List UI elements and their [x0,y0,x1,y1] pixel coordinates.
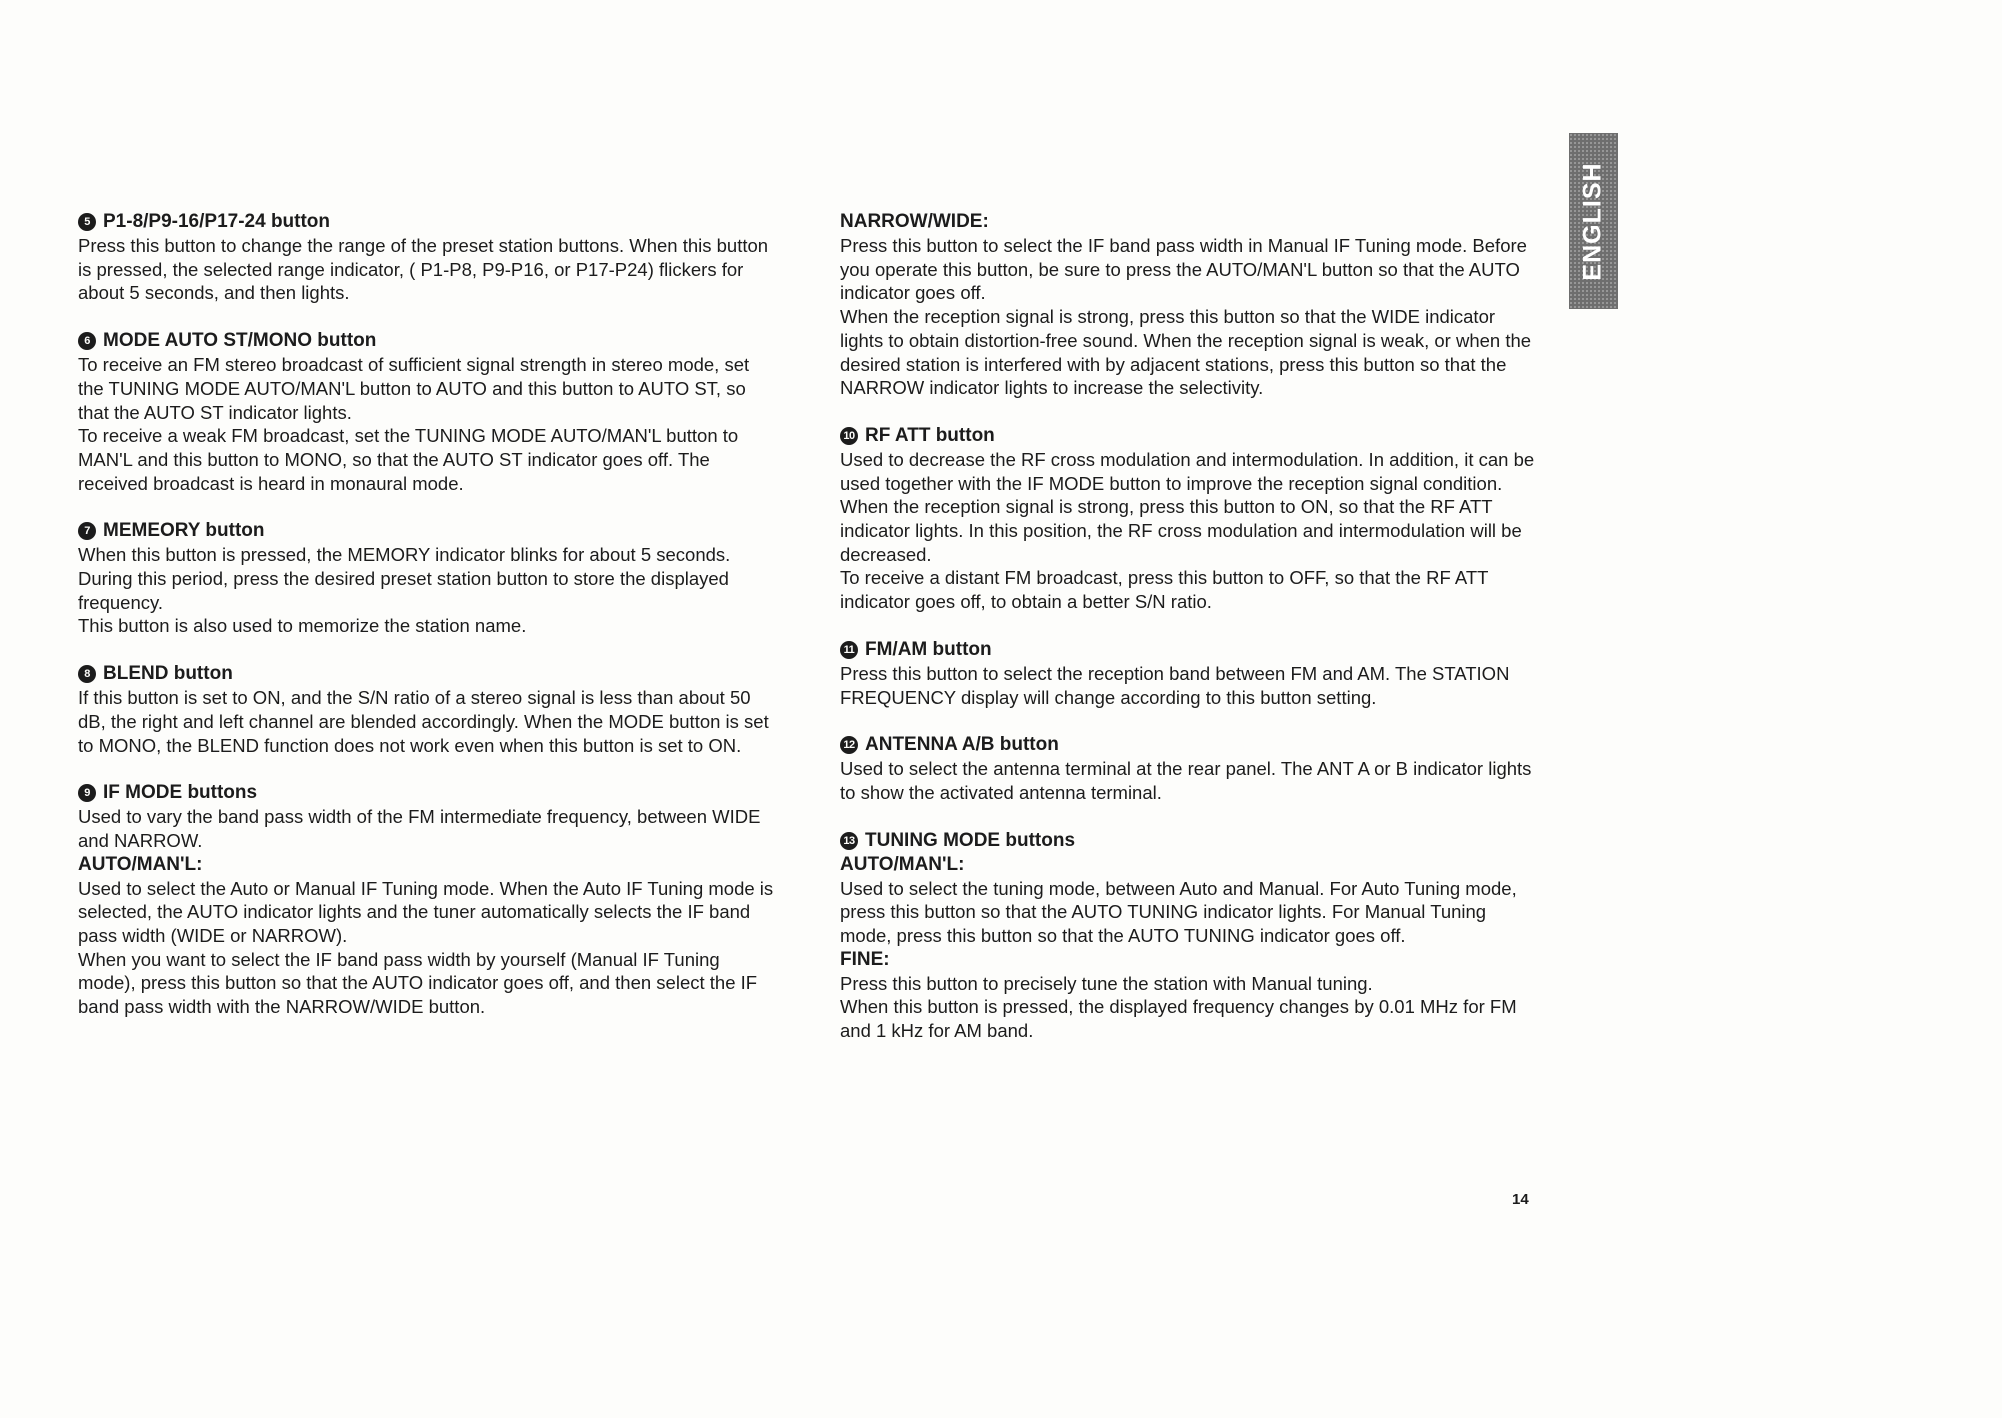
paragraph: If this button is set to ON, and the S/N ratio of a stereo signal is less than about 50 dB, the right and left channel are blended accordingly. When the MODE button is set to MONO, the BLEND function does not work even when this button is set to ON. [78,687,769,756]
section-heading [78,662,778,686]
section-heading [78,329,778,353]
paragraph: Used to vary the band pass width of the FM intermediate frequency, between WIDE and NARROW. [78,806,761,851]
section [840,210,1540,400]
section-title: MODE AUTO ST/MONO button [103,330,377,352]
language-tab-label: ENGLISH [1579,161,1607,281]
right-column [840,210,1540,1067]
section-heading [840,829,1540,853]
section [78,781,778,1019]
paragraph: Used to select the tuning mode, between Auto and Manual. For Auto Tuning mode, press this button so that the AUTO TUNING indicator lights. For Manual Tuning mode, press this button so that the AUTO TUNING indicator goes off. [840,877,1517,947]
section-title: RF ATT button [865,424,995,446]
item-number-badge: 11 [840,641,858,659]
section-title: P1-8/P9-16/P17-24 button [103,211,331,232]
section [840,733,1540,804]
paragraph: Press this button to precisely tune the station with Manual tuning. [840,972,1373,994]
section [840,424,1540,614]
item-number-badge: 13 [840,832,858,850]
item-number-badge: 9 [78,784,96,802]
paragraph: Used to decrease the RF cross modulation and intermodulation. In addition, it can be used together with the IF MODE button to improve the reception signal condition. [840,448,1535,494]
subsection-title: AUTO/MAN'L: [78,853,203,875]
section-title: ANTENNA A/B button [865,734,1059,756]
section [840,638,1540,709]
section [840,829,1540,1043]
section-heading [840,424,1540,448]
page-number: 14 [1512,1191,1529,1208]
item-number-badge: 8 [78,665,96,683]
item-number-badge: 7 [78,522,96,540]
item-number-badge: 10 [840,427,858,445]
paragraph: Used to select the antenna terminal at the rear panel. The ANT A or B indicator lights to show the activated antenna terminal. [840,758,1532,803]
section [78,519,778,638]
paragraph: When this button is pressed, the displayed frequency changes by 0.01 MHz for FM and 1 kHz for AM band. [840,996,1517,1042]
language-tab [1569,133,1618,309]
item-number-badge: 12 [840,736,858,754]
section-title: FM/AM button [865,638,992,660]
item-number-badge: 6 [78,332,96,350]
section-heading [78,210,778,234]
paragraph: When the reception signal is strong, press this button so that the WIDE indicator lights to obtain distortion-free sound. When the reception signal is weak, or when the desired station is interfered with by adjacent stations, press this button so that the NARROW indicator lights to increase the selectivity. [840,306,1532,399]
paragraph: Press this button to select the reception band between FM and AM. The STATION FREQUENCY display will change according to this button setting. [840,662,1510,708]
section-heading [840,210,1540,234]
section-title: NARROW/WIDE: [840,211,989,232]
section-heading [78,519,778,543]
paragraph: When this button is pressed, the MEMORY indicator blinks for about 5 seconds. During this period, press the desired preset station button to store the displayed frequency. [78,544,731,613]
paragraph: To receive a distant FM broadcast, press this button to OFF, so that the RF ATT indicator goes off, to obtain a better S/N ratio. [840,567,1489,613]
paragraph: Used to select the Auto or Manual IF Tuning mode. When the Auto IF Tuning mode is selected, the AUTO indicator lights and the tuner automatically selects the IF band pass width (WIDE or NARROW). [78,877,774,947]
section-title: IF MODE buttons [103,782,258,804]
paragraph: When the reception signal is strong, press this button to ON, so that the RF ATT indicator lights. In this position, the RF cross modulation and intermodulation will be decreased. [840,496,1522,565]
paragraph: Press this button to select the IF band pass width in Manual IF Tuning mode. Before you operate this button, be sure to press the AUTO/MAN'L button so that the AUTO indicator goes off. [840,235,1527,304]
section [78,329,778,495]
paragraph: To receive a weak FM broadcast, set the TUNING MODE AUTO/MAN'L button to MAN'L and this button to MONO, so that the AUTO ST indicator goes off. The received broadcast is heard in monaural mode. [78,425,739,494]
section-heading [78,781,778,805]
paragraph: Press this button to change the range of the preset station buttons. When this button is pressed, the selected range indicator, ( P1-P8, P9-P16, or P17-P24) flickers for about 5 seconds, and then lights. [78,235,769,304]
subsection-title: FINE: [840,948,890,970]
subsection-title: AUTO/MAN'L: [840,853,965,875]
paragraph: To receive an FM stereo broadcast of sufficient signal strength in stereo mode, set the TUNING MODE AUTO/MAN'L button to AUTO and this button to AUTO ST, so that the AUTO ST indicator lights. [78,354,750,423]
section-title: TUNING MODE buttons [865,829,1076,851]
section [78,662,778,757]
item-number-badge: 5 [78,213,96,231]
paragraph: When you want to select the IF band pass width by yourself (Manual IF Tuning mode), press this button so that the AUTO indicator goes off, and then select the IF band pass width with the NARROW/WIDE button. [78,948,758,1018]
paragraph: This button is also used to memorize the station name. [78,615,527,637]
section-heading [840,733,1540,757]
section-heading [840,638,1540,662]
left-column [78,210,778,1043]
section-title: MEMEORY button [103,520,265,542]
section [78,210,778,305]
section-title: BLEND button [103,663,233,685]
